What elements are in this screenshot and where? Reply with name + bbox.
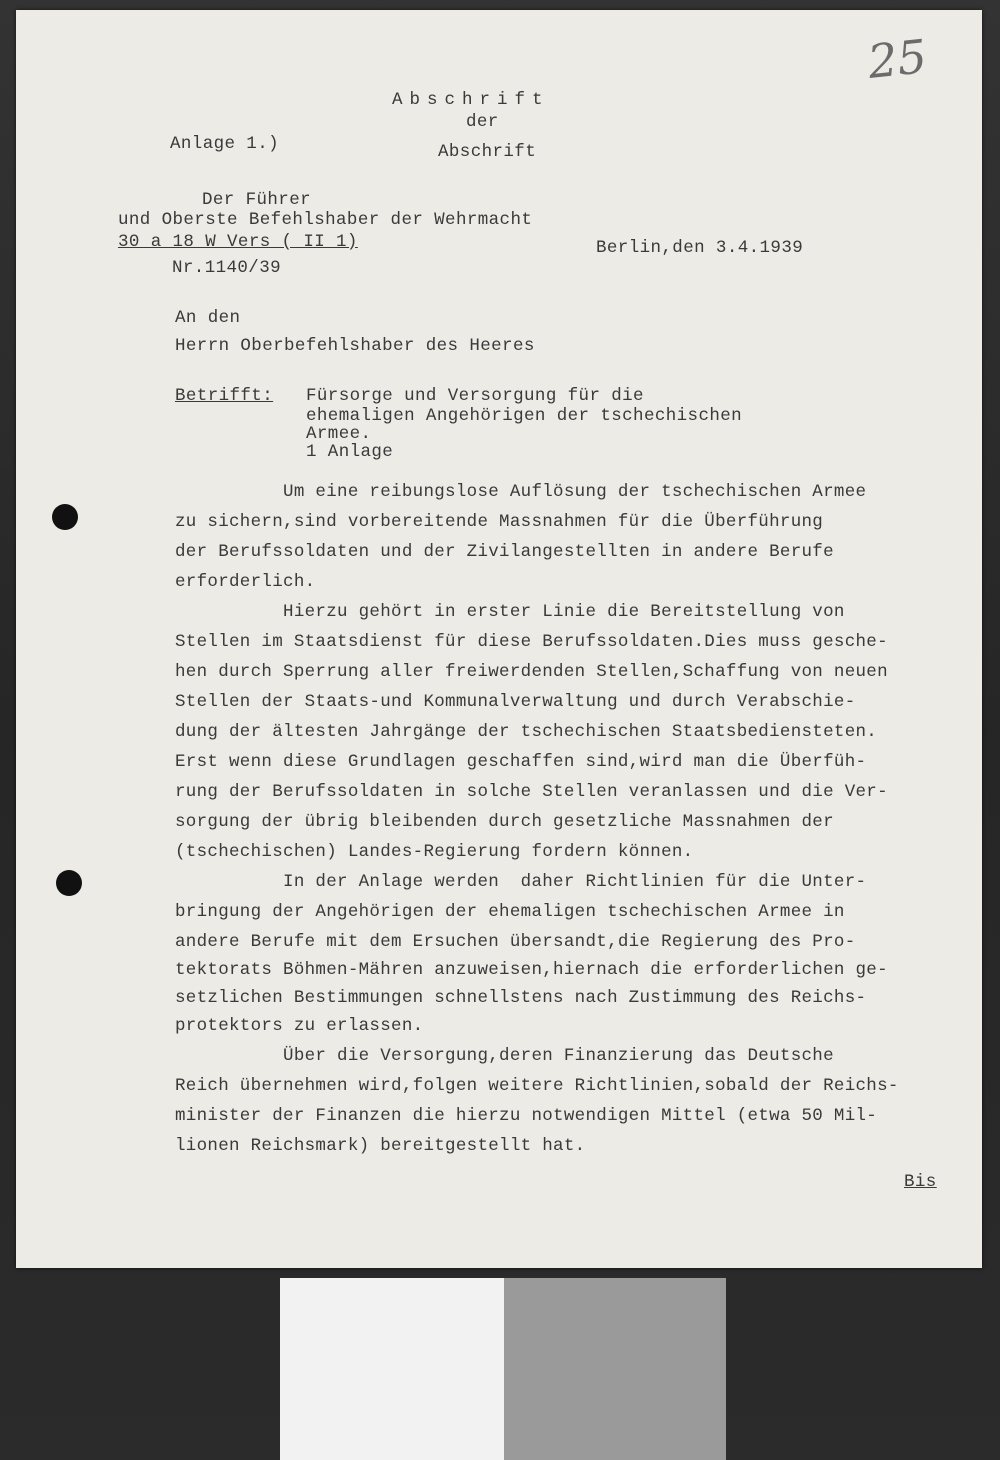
body-line: setzlichen Bestimmungen schnellstens nach Zustimmung des Reichs- (175, 988, 867, 1008)
body-line: dung der ältesten Jahrgänge der tschechischen Staatsbediensteten. (175, 722, 878, 742)
heading-abschrift: Abschrift (392, 90, 550, 110)
body-line: Hierzu gehört in erster Linie die Bereitstellung von (175, 602, 845, 622)
body-line: erforderlich. (175, 572, 316, 592)
heading-abschrift-2: Abschrift (438, 142, 537, 162)
body-line: rung der Berufssoldaten in solche Stellen veranlassen und die Ver- (175, 782, 888, 802)
subject-line-2: ehemaligen Angehörigen der tschechischen (306, 406, 743, 426)
body-line: der Berufssoldaten und der Zivilangestellten in andere Berufe (175, 542, 834, 562)
reference-code: 30 a 18 W Vers ( II 1) (118, 232, 358, 252)
body-line: tektorats Böhmen-Mähren anzuweisen,hiernach die erforderlichen ge- (175, 960, 888, 980)
color-calibration-white (280, 1278, 504, 1460)
subject-line-1: Fürsorge und Versorgung für die (306, 386, 644, 406)
recipient-line-1: An den (175, 308, 241, 328)
reference-number: Nr.1140/39 (172, 258, 282, 278)
body-line: In der Anlage werden daher Richtlinien für die Unter- (175, 872, 867, 892)
body-line: Erst wenn diese Grundlagen geschaffen sind,wird man die Überfüh- (175, 752, 867, 772)
body-line: bringung der Angehörigen der ehemaligen tschechischen Armee in (175, 902, 845, 922)
body-line: andere Berufe mit dem Ersuchen übersandt,die Regierung des Pro- (175, 932, 856, 952)
body-line: Um eine reibungslose Auflösung der tschechischen Armee (175, 482, 867, 502)
body-line: minister der Finanzen die hierzu notwendigen Mittel (etwa 50 Mil- (175, 1106, 878, 1126)
place-date: Berlin,den 3.4.1939 (596, 238, 804, 258)
anlage-label: Anlage 1.) (170, 134, 280, 154)
subject-line-3: Armee. (306, 424, 372, 444)
body-line: Stellen der Staats-und Kommunalverwaltung und durch Verabschie- (175, 692, 856, 712)
body-line: zu sichern,sind vorbereitende Massnahmen für die Überführung (175, 512, 824, 532)
punch-hole-top (52, 504, 78, 530)
body-line: hen durch Sperrung aller freiwerdenden Stellen,Schaffung von neuen (175, 662, 888, 682)
handwritten-page-number: 25 (865, 29, 930, 89)
sender-line-1: Der Führer (202, 190, 312, 210)
body-line: Stellen im Staatsdienst für diese Berufssoldaten.Dies muss gesche- (175, 632, 888, 652)
body-line: lionen Reichsmark) bereitgestellt hat. (175, 1136, 586, 1156)
continuation-word: Bis (904, 1172, 937, 1192)
color-calibration-gray (504, 1278, 726, 1460)
sender-line-2: und Oberste Befehlshaber der Wehrmacht (118, 210, 533, 230)
body-line: Reich übernehmen wird,folgen weitere Richtlinien,sobald der Reichs- (175, 1076, 899, 1096)
body-line: protektors zu erlassen. (175, 1016, 424, 1036)
heading-der: der (466, 112, 499, 132)
subject-label: Betrifft: (175, 386, 274, 406)
body-line: Über die Versorgung,deren Finanzierung das Deutsche (175, 1046, 834, 1066)
body-line: sorgung der übrig bleibenden durch gesetzliche Massnahmen der (175, 812, 834, 832)
body-line: (tschechischen) Landes-Regierung fordern können. (175, 842, 694, 862)
subject-line-4: 1 Anlage (306, 442, 394, 462)
recipient-line-2: Herrn Oberbefehlshaber des Heeres (175, 336, 535, 356)
punch-hole-bottom (56, 870, 82, 896)
